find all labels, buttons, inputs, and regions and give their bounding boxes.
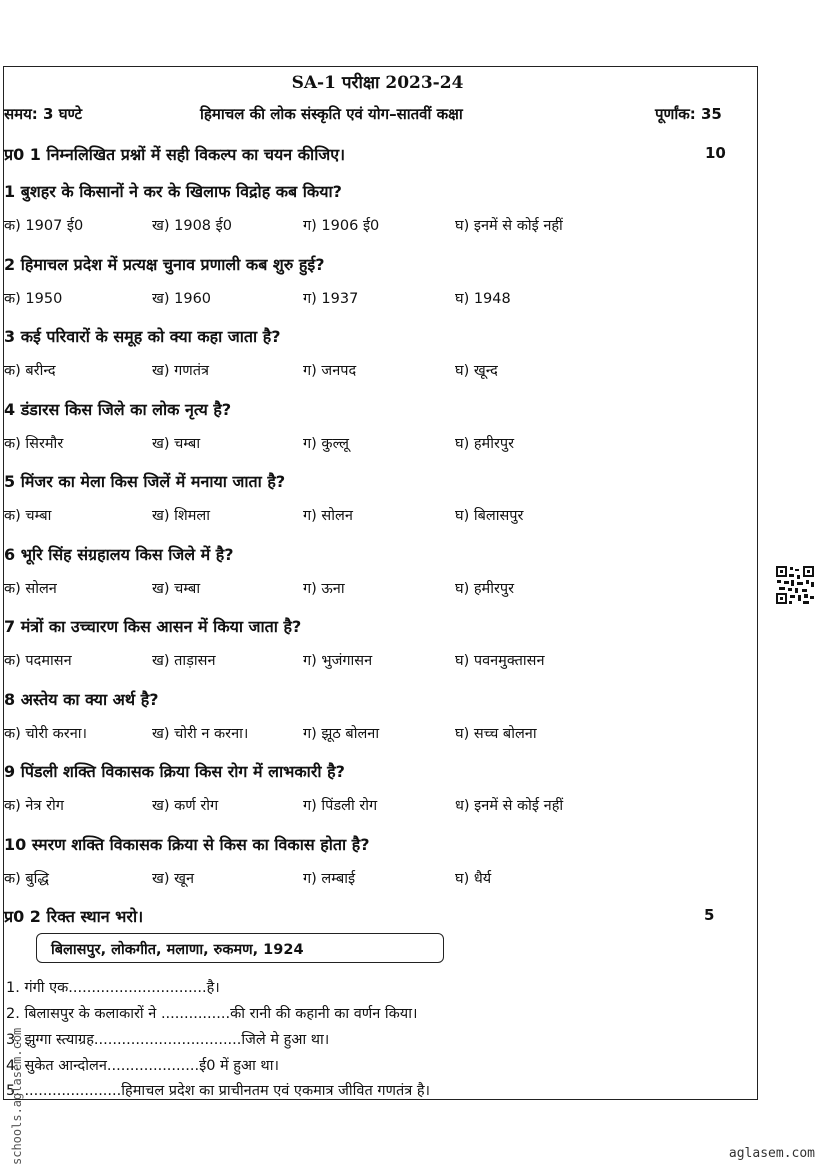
- question-2-option-a: क) 1950: [4, 290, 63, 307]
- question-3-option-d: घ) खून्द: [455, 363, 498, 379]
- question-10-option-a: क) बुद्धि: [4, 870, 50, 887]
- question-6-option-b: ख) चम्बा: [152, 580, 201, 597]
- question-7-option-c: ग) भुजंगासन: [303, 653, 373, 669]
- question-4-option-d: घ) हमीरपुर: [455, 435, 515, 452]
- question-2: 2 हिमाचल प्रदेश में प्रत्यक्ष चुनाव प्रणाली कब शुरु हुई?: [4, 254, 325, 274]
- question-7: 7 मंत्रों का उच्चारण किस आसन में किया जाता है?: [4, 617, 302, 636]
- fill-item-3: 3. झुग्गा स्त्याग्रह................................जिले मे हुआ था।: [6, 1032, 330, 1048]
- question-5-option-c: ग) सोलन: [303, 508, 353, 524]
- question-4: 4 डंडारस किस जिले का लोक नृत्य है?: [4, 399, 232, 419]
- question-3: 3 कई परिवारों के समूह को क्या कहा जाता है?: [4, 327, 281, 346]
- question-7-option-a: क) पदमासन: [4, 653, 72, 669]
- question-6-option-c: ग) ऊना: [303, 580, 345, 597]
- bottom-watermark: aglasem.com: [728, 1146, 815, 1161]
- question-8-option-b: ख) चोरी न करना।: [152, 725, 249, 742]
- question-1-option-d: घ) इनमें से कोई नहीं: [455, 218, 563, 234]
- qr-code-icon: [775, 565, 815, 605]
- question-9-option-a: क) नेत्र रोग: [4, 798, 64, 814]
- question-5-option-b: ख) शिमला: [152, 508, 210, 524]
- question-4-option-c: ग) कुल्लू: [303, 435, 349, 452]
- question-2-option-b: ख) 1960: [152, 290, 212, 307]
- question-8-option-c: ग) झूठ बोलना: [303, 725, 380, 742]
- question-1-option-b: ख) 1908 ई0: [152, 218, 232, 234]
- question-4-option-a: क) सिरमौर: [4, 435, 64, 452]
- fill-item-4: 4. सुकेत आन्दोलन....................ई0 में हुआ था।: [6, 1058, 279, 1074]
- fill-item-5: 5. .....................हिमाचल प्रदेश का प्राचीनतम एवं एकमात्र जीवित गणतंत्र है।: [6, 1083, 431, 1099]
- question-9-option-d: ध) इनमें से कोई नहीं: [455, 798, 564, 814]
- question-1: 1 बुशहर के किसानों ने कर के खिलाफ विद्रोह कब किया?: [4, 182, 342, 201]
- question-4-option-b: ख) चम्बा: [152, 435, 201, 452]
- question-8-option-a: क) चोरी करना।: [4, 725, 88, 742]
- question-5-option-d: घ) बिलासपुर: [455, 508, 524, 524]
- question-9-option-b: ख) कर्ण रोग: [152, 798, 219, 814]
- question-8-option-d: घ) सच्च बोलना: [455, 725, 537, 742]
- fill-item-1: 1. गंगी एक..............................है।: [6, 980, 220, 996]
- question-3-option-a: क) बरीन्द: [4, 363, 56, 379]
- subject-title: हिमाचल की लोक संस्कृति एवं योग–सातवीं कक्षा: [200, 105, 463, 123]
- question-9-option-c: ग) पिंडली रोग: [303, 798, 378, 814]
- question-10-option-d: घ) धैर्य: [455, 870, 492, 887]
- section2-heading: प्र0 2 रिक्त स्थान भरो।: [4, 907, 144, 926]
- question-1-option-c: ग) 1906 ई0: [303, 218, 380, 234]
- question-10: 10 स्मरण शक्ति विकासक क्रिया से किस का विकास होता है?: [4, 834, 370, 854]
- section1-marks: 10: [705, 144, 726, 162]
- question-5: 5 मिंजर का मेला किस जिलें में मनाया जाता है?: [4, 472, 286, 491]
- question-2-option-c: ग) 1937: [303, 290, 359, 307]
- question-7-option-d: घ) पवनमुक्तासन: [455, 653, 545, 669]
- word-bank-box: बिलासपुर, लोकगीत, मलाणा, रुकमण, 1924: [36, 933, 444, 963]
- section2-marks: 5: [704, 906, 715, 924]
- question-8: 8 अस्तेय का क्या अर्थ है?: [4, 689, 159, 709]
- paper-title: SA-1 परीक्षा 2023-24: [291, 73, 464, 93]
- question-3-option-c: ग) जनपद: [303, 363, 357, 379]
- question-10-option-b: ख) खून: [152, 870, 195, 887]
- question-1-option-a: क) 1907 ई0: [4, 218, 84, 234]
- question-6: 6 भूरि सिंह संग्रहालय किस जिले में है?: [4, 544, 234, 564]
- question-5-option-a: क) चम्बा: [4, 508, 52, 524]
- exam-time: समय: 3 घण्टे: [4, 105, 83, 123]
- question-7-option-b: ख) ताड़ासन: [152, 653, 216, 669]
- question-2-option-d: घ) 1948: [455, 290, 511, 307]
- section1-heading: प्र0 1 निम्नलिखित प्रश्नों में सही विकल्प का चयन कीजिए।: [4, 145, 346, 164]
- question-6-option-a: क) सोलन: [4, 580, 57, 597]
- fill-item-2: 2. बिलासपुर के कलाकारों ने ...............की रानी की कहानी का वर्णन किया।: [6, 1006, 418, 1022]
- max-marks: पूर्णांक: 35: [655, 105, 722, 123]
- question-10-option-c: ग) लम्बाई: [303, 870, 356, 887]
- question-9: 9 पिंडली शक्ति विकासक क्रिया किस रोग में लाभकारी है?: [4, 762, 345, 781]
- side-watermark: schools.aglasem.com: [10, 1027, 24, 1165]
- question-3-option-b: ख) गणतंत्र: [152, 363, 210, 379]
- question-6-option-d: घ) हमीरपुर: [455, 580, 515, 597]
